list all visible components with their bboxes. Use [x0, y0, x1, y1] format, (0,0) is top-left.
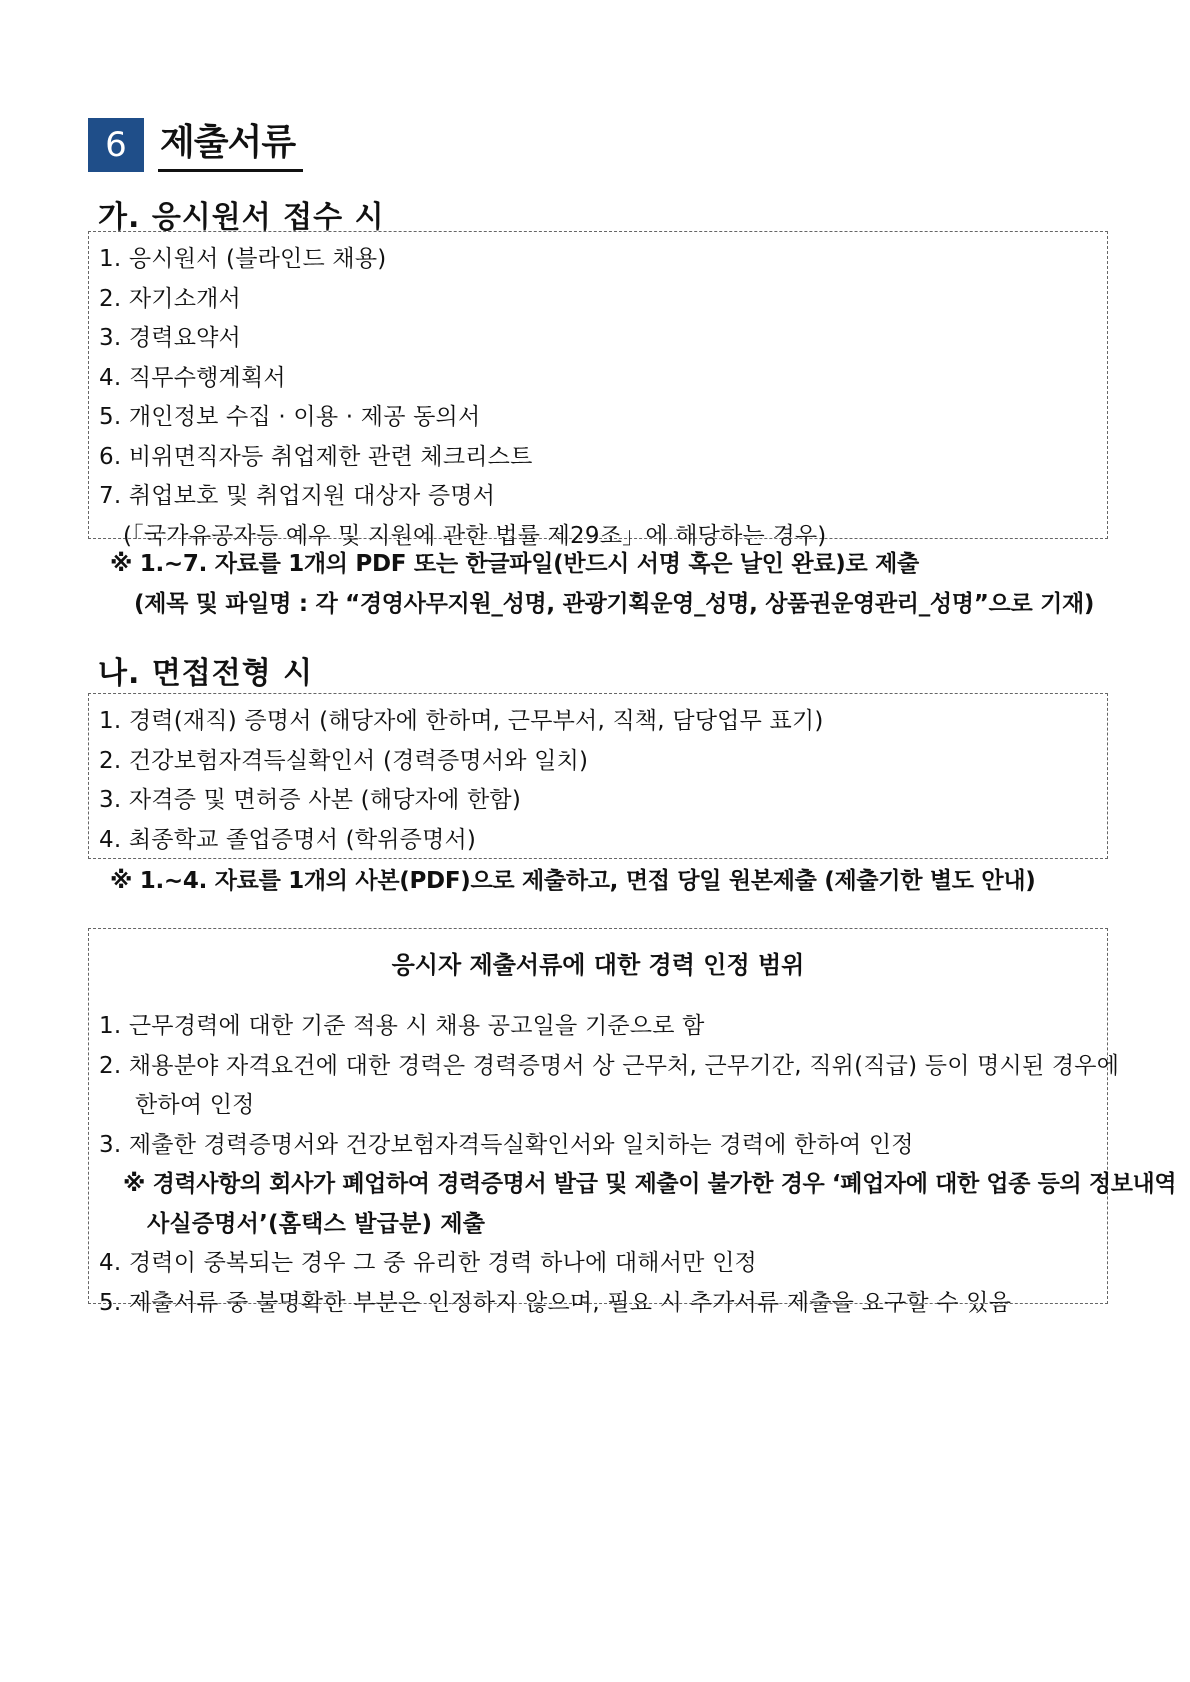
list-item: 5. 제출서류 중 불명확한 부분은 인정하지 않으며, 필요 시 추가서류 제출을 요구할 수 있음 — [99, 1289, 1012, 1316]
list-item: 1. 응시원서 (블라인드 채용) — [99, 246, 387, 272]
application-note-line: ※ 1.~7. 자료를 1개의 PDF 또는 한글파일(반드시 서명 혹은 날인 완료)로 제출 — [110, 551, 919, 577]
list-item-continuation: 한하여 인정 — [135, 1092, 255, 1118]
list-item: 3. 경력요약서 — [99, 325, 241, 351]
application-note — [110, 544, 1094, 624]
section-number-badge: 6 — [88, 118, 144, 172]
application-documents-box — [88, 231, 1108, 549]
list-item: 5. 개인정보 수집 · 이용 · 제공 동의서 — [99, 404, 481, 430]
section-title: 제출서류 — [158, 121, 303, 172]
career-recognition-box — [88, 928, 1177, 1316]
career-note-line: ※ 경력사항의 회사가 폐업하여 경력증명서 발급 및 제출이 불가한 경우 ‘폐업자에 대한 업종 등의 정보내역 — [123, 1171, 1177, 1197]
list-item: 2. 채용분야 자격요건에 대한 경력은 경력증명서 상 근무처, 근무기간, 직위(직급) 등이 명시된 경우에 — [99, 1052, 1120, 1079]
interview-documents-box — [88, 693, 1108, 859]
list-item-detail: (「국가유공자등 예우 및 지원에 관한 법률 제29조」에 해당하는 경우) — [123, 522, 827, 549]
list-item: 3. 제출한 경력증명서와 건강보험자격득실확인서와 일치하는 경력에 한하여 인정 — [99, 1131, 914, 1158]
application-heading: 가. 응시원서 접수 시 — [98, 200, 385, 235]
list-item: 6. 비위면직자등 취업제한 관련 체크리스트 — [99, 443, 533, 470]
application-note-line: (제목 및 파일명 : 각 “경영사무지원_성명, 관광기획운영_성명, 상품권운영관리_성명”으로 기재) — [134, 591, 1095, 617]
list-item: 7. 취업보호 및 취업지원 대상자 증명서 — [99, 483, 496, 509]
list-item: 1. 경력(재직) 증명서 (해당자에 한하며, 근무부서, 직책, 담당업무 표기) — [99, 708, 824, 734]
list-item: 3. 자격증 및 면허증 사본 (해당자에 한함) — [99, 787, 522, 813]
list-item: 1. 근무경력에 대한 기준 적용 시 채용 공고일을 기준으로 함 — [99, 1013, 705, 1039]
list-item: 4. 경력이 중복되는 경우 그 중 유리한 경력 하나에 대해서만 인정 — [99, 1250, 757, 1276]
interview-note: ※ 1.~4. 자료를 1개의 사본(PDF)으로 제출하고, 면접 당일 원본제출 (제출기한 별도 안내) — [110, 868, 1036, 894]
list-item: 2. 건강보험자격득실확인서 (경력증명서와 일치) — [99, 747, 589, 774]
list-item: 4. 직무수행계획서 — [99, 364, 286, 391]
section-header — [88, 118, 303, 172]
list-item: 4. 최종학교 졸업증명서 (학위증명서) — [99, 826, 477, 853]
career-box-title: 응시자 제출서류에 대한 경력 인정 범위 — [391, 951, 805, 979]
career-note-line: 사실증명서’(홈택스 발급분) 제출 — [147, 1210, 486, 1237]
list-item: 2. 자기소개서 — [99, 285, 241, 312]
interview-heading: 나. 면접전형 시 — [98, 656, 314, 691]
